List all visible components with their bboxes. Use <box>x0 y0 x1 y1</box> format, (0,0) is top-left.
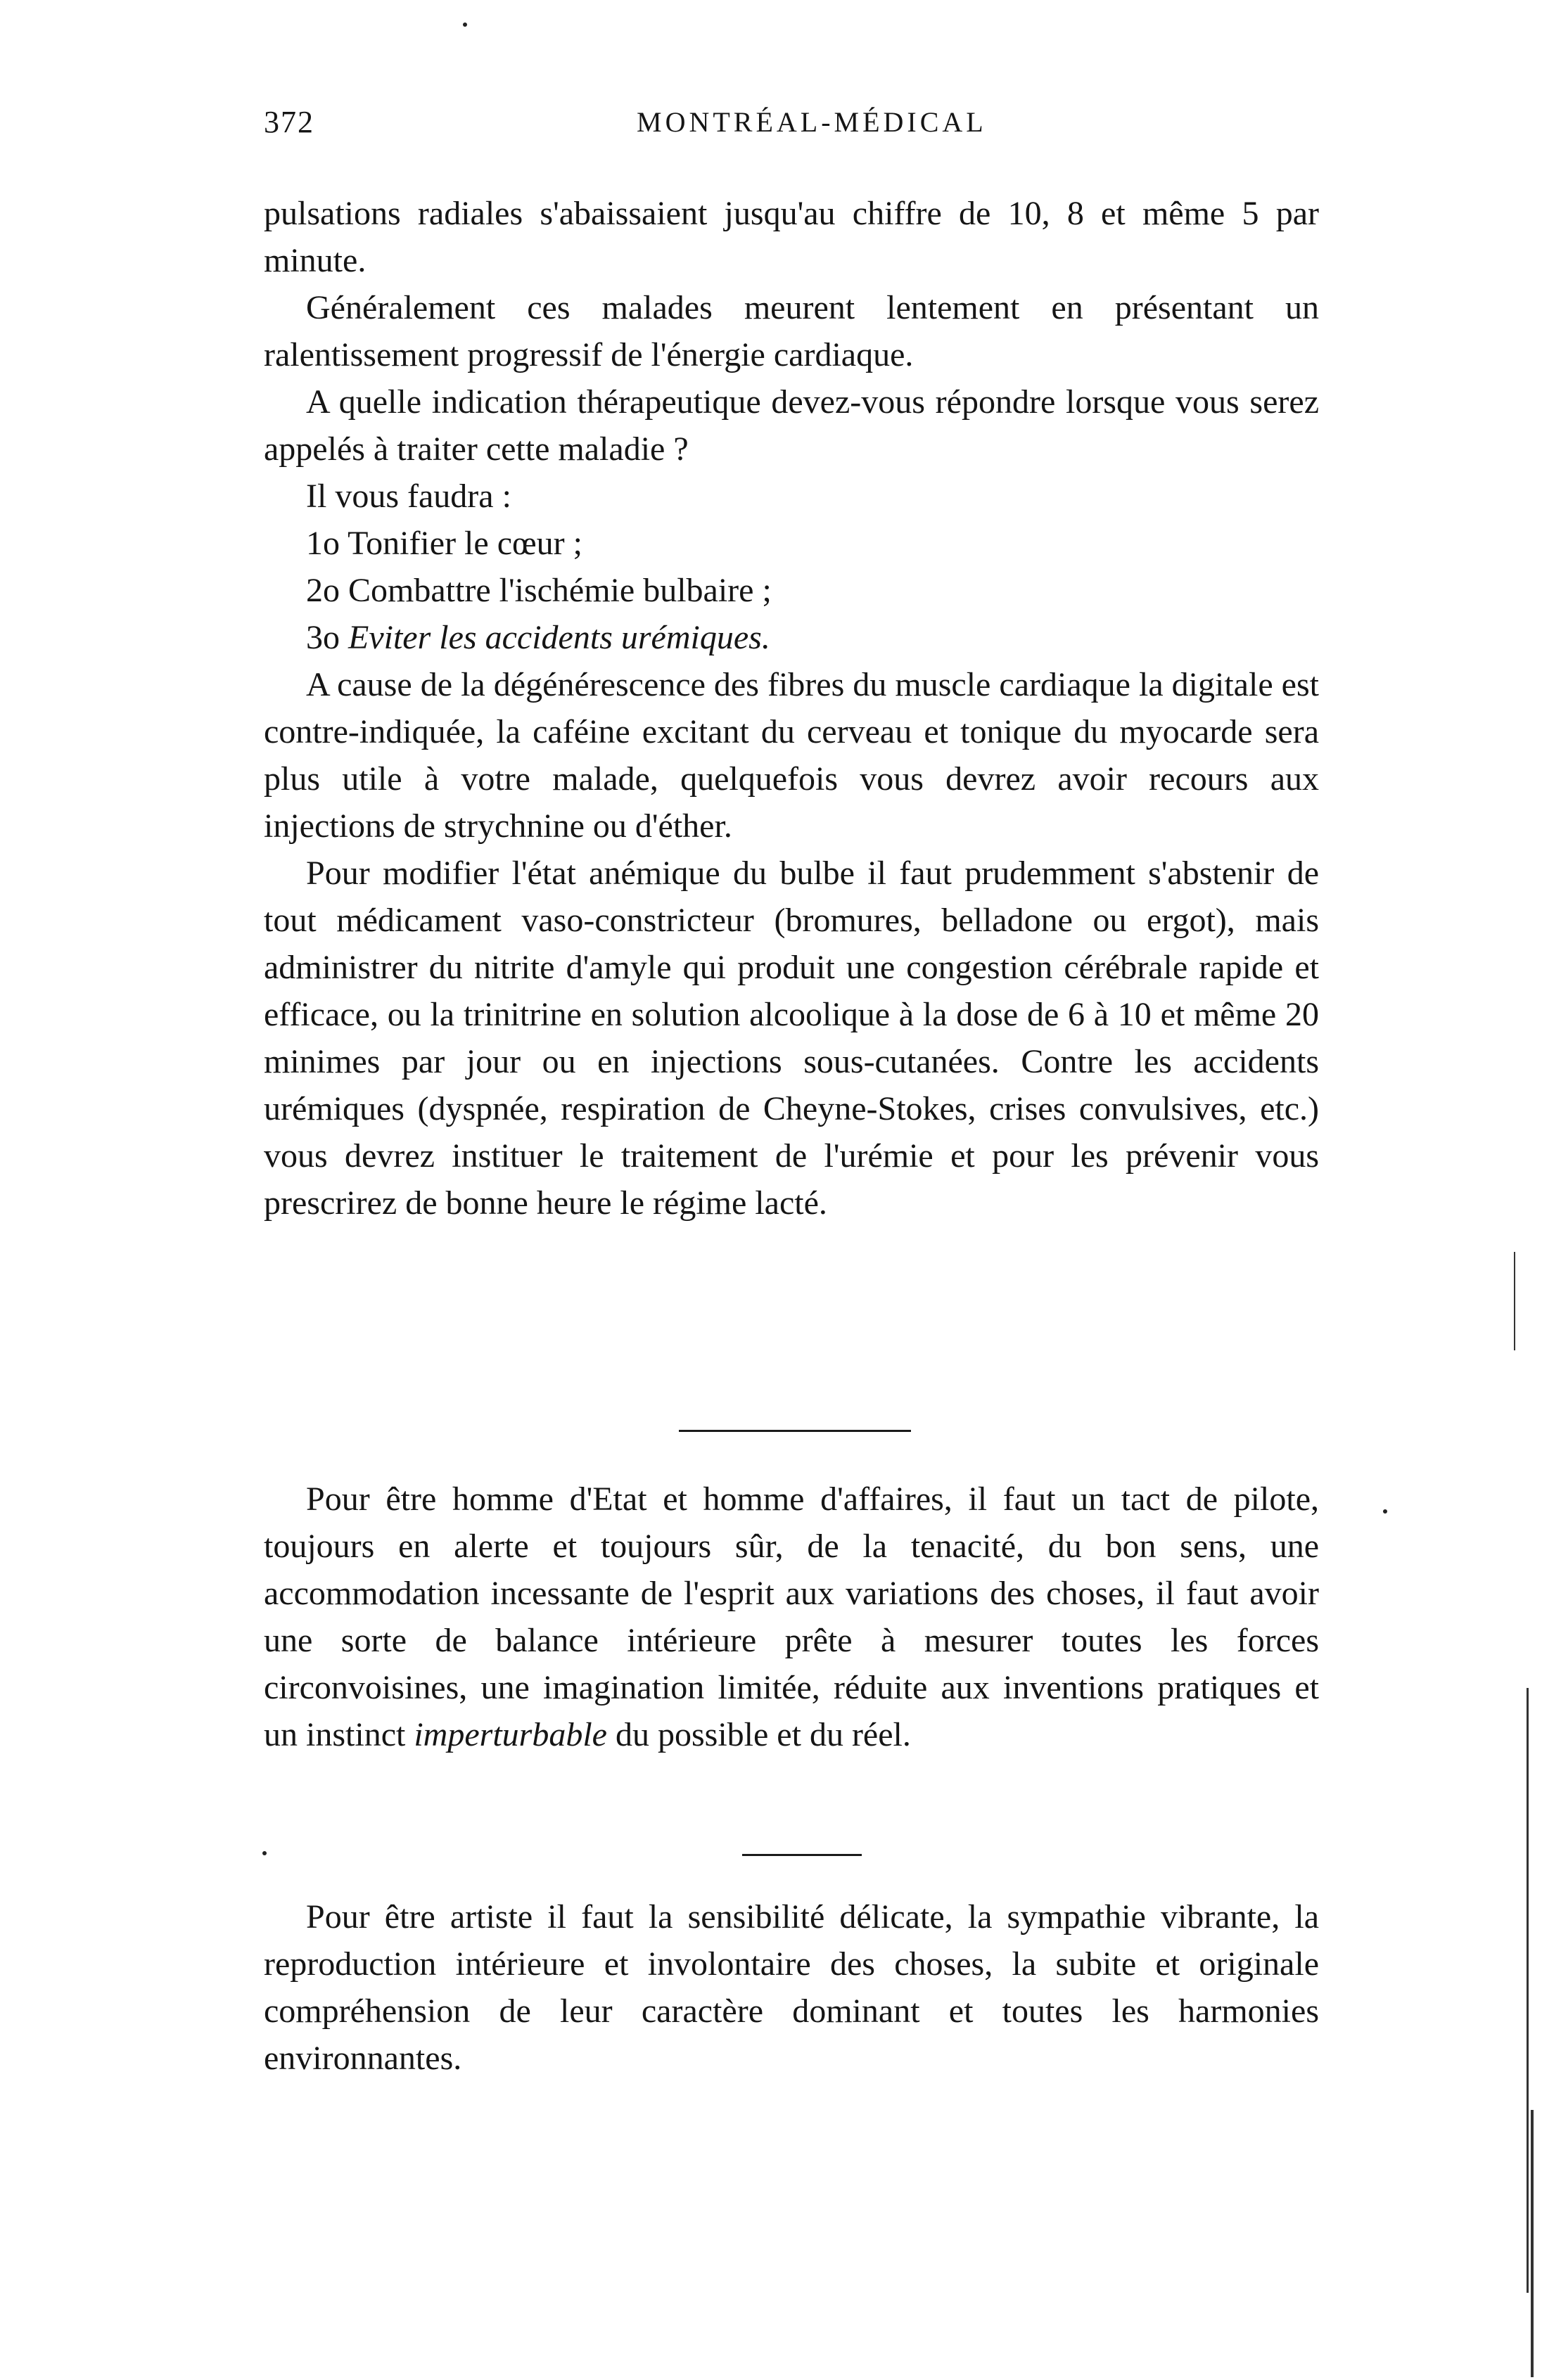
paragraph-text: Pour être homme d'Etat et homme d'affaires, il faut un tact de pilote, toujours en alerte et toujours sûr, de la tenacité, du bon sens, une accommodation incessante de l'esprit aux variations des choses, il faut avoir une sorte de balance intérieure prête à mesurer toutes les forces circonvoisines, une imagination limitée, réduite aux inventions pratiques et un instinct <box>264 1480 1319 1753</box>
scan-edge-mark <box>1514 1252 1515 1350</box>
section-divider <box>679 1430 911 1432</box>
scan-edge-mark <box>1531 2110 1534 2377</box>
list-item-number: 3o <box>306 619 348 656</box>
list-item <box>264 614 1319 661</box>
list-item-text: Eviter les accidents urémiques. <box>348 619 770 656</box>
paragraph: Pour modifier l'état anémique du bulbe il faut prudemment s'abstenir de tout médicament vaso-constricteur (bromures, belladone ou ergot), mais administrer du nitrite d'amyle qui produit une congestion cérébrale rapide et efficace, ou la trinitrine en solution alcoolique à la dose de 6 à 10 et même 20 minimes par jour ou en injections sous-cutanées. Contre les accidents urémiques (dyspnée, respiration de Cheyne-Stokes, crises convulsives, etc.) vous devrez instituer le traitement de l'urémie et pour les prévenir vous prescrirez de bonne heure le régime lacté. <box>264 855 1319 1222</box>
page-header <box>264 104 1319 146</box>
body-text-section-2 <box>264 1476 1319 1758</box>
page-number: 372 <box>264 105 314 139</box>
body-text-section-3 <box>264 1893 1319 2082</box>
paragraph: A quelle indication thérapeutique devez-vous répondre lorsque vous serez appelés à traiter cette maladie ? <box>264 383 1319 468</box>
body-text-section-1 <box>264 190 1319 1227</box>
ink-speck <box>463 23 467 27</box>
running-head: MONTRÉAL-MÉDICAL <box>637 106 987 138</box>
paragraph: Généralement ces malades meurent lentement en présentant un ralentissement progressif de l'énergie cardiaque. <box>264 289 1319 373</box>
paragraph-text: du possible et du réel. <box>606 1716 911 1753</box>
list-item: 1o Tonifier le cœur ; <box>306 525 582 562</box>
paragraph <box>264 1476 1319 1758</box>
ink-speck <box>1383 1509 1387 1514</box>
emphasis-text: imperturbable <box>414 1716 607 1753</box>
ink-speck <box>262 1851 267 1855</box>
paragraph: pulsations radiales s'abaissaient jusqu'au chiffre de 10, 8 et même 5 par minute. <box>264 195 1319 279</box>
paragraph: Pour être artiste il faut la sensibilité délicate, la sympathie vibrante, la reproduction intérieure et involontaire des choses, la subite et originale compréhension de leur caractère dominant et toutes les harmonies environnantes. <box>264 1898 1319 2077</box>
list-item: 2o Combattre l'ischémie bulbaire ; <box>306 572 772 609</box>
paragraph: A cause de la dégénérescence des fibres du muscle cardiaque la digitale est contre-indiquée, la caféine excitant du cerveau et tonique du myocarde sera plus utile à votre malade, quelquefois vous devrez avoir recours aux injections de strychnine ou d'éther. <box>264 666 1319 845</box>
section-divider <box>742 1854 862 1856</box>
paragraph: Il vous faudra : <box>306 478 511 515</box>
scan-edge-mark <box>1527 1688 1529 2293</box>
